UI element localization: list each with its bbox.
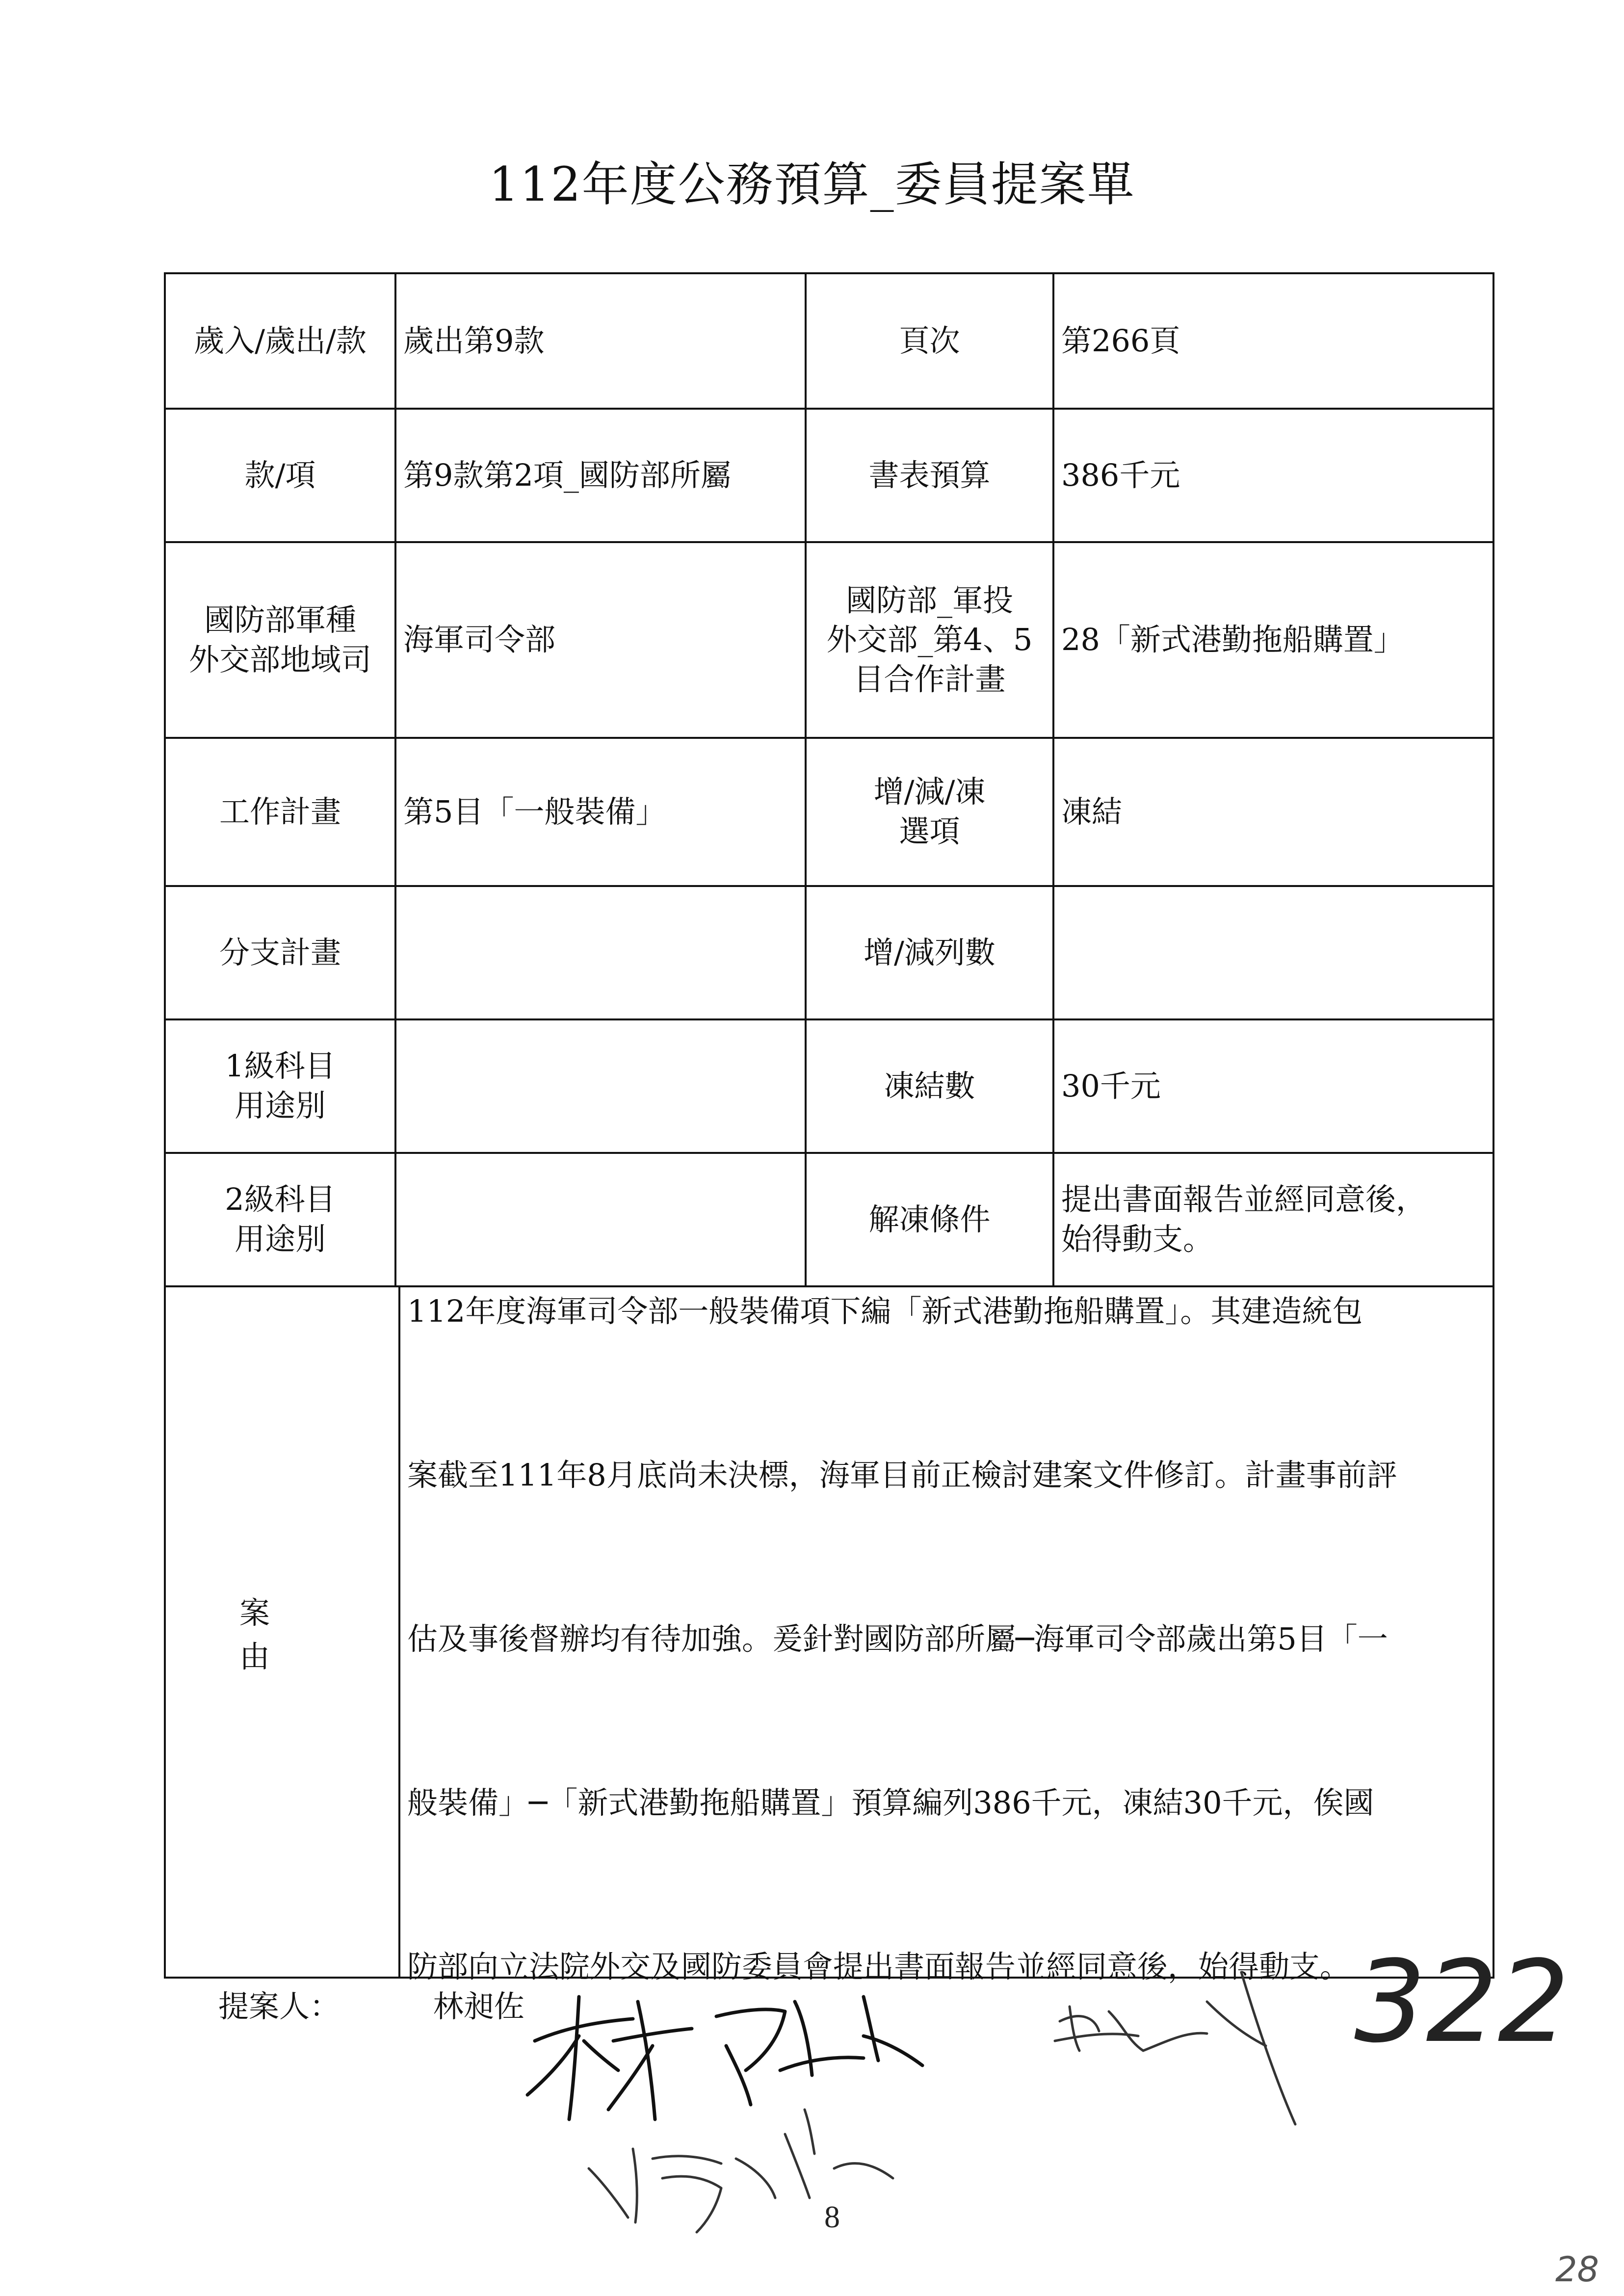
row-work-plan: [164, 737, 1494, 885]
label-freeze-amount: 凍結數: [807, 1020, 1054, 1152]
label-reason: 案由: [166, 1287, 400, 1977]
proposal-form: [164, 272, 1494, 1984]
row-reason: [164, 1285, 1494, 1984]
label-category: 歲入/歲出/款: [166, 274, 396, 408]
value-option: 凍結: [1061, 793, 1123, 830]
row-level1: [164, 1018, 1494, 1152]
reason-line: 般裝備」─「新式港勤拖船購置」預算編列386千元，凍結30千元，俟國: [407, 1785, 1374, 1821]
row-unit: [164, 541, 1494, 737]
value-category: 歲出第9款: [396, 274, 807, 408]
value-branch-plan: [396, 887, 807, 1018]
label-option: 增/減/凍 選項: [807, 739, 1054, 885]
label-section: 款/項: [166, 410, 396, 541]
value-project: 28「新式港勤拖船購置」: [1061, 622, 1404, 658]
proposer-name: 林昶佐: [433, 1988, 524, 2024]
reason-line: 防部向立法院外交及國防委員會提出書面報告並經同意後，始得動支。: [407, 1949, 1351, 1984]
value-unfreeze-condition: 提出書面報告並經同意後， 始得動支。: [1061, 1181, 1427, 1257]
value-change-amount: [1054, 887, 1493, 1018]
label-work-plan: 工作計畫: [166, 739, 396, 885]
label-branch-plan: 分支計畫: [166, 887, 396, 1018]
value-work-plan: 第5目「一般裝備」: [396, 739, 807, 885]
label-project: 國防部_軍投 外交部_第4、5 目合作計畫: [807, 543, 1054, 737]
label-page: 頁次: [807, 274, 1054, 408]
value-unit: 海軍司令部: [396, 543, 807, 737]
small-digit: 8: [824, 2199, 840, 2234]
reason-text: [400, 1225, 1493, 1984]
label-unfreeze-condition: 解凍條件: [807, 1154, 1054, 1285]
label-unit: 國防部軍種 外交部地域司: [166, 543, 396, 737]
reason-line: 估及事後督辦均有待加強。爰針對國防部所屬─海軍司令部歲出第5目「一: [407, 1621, 1388, 1657]
signature-third: [589, 2110, 893, 2232]
value-level1: [396, 1020, 807, 1152]
proposer-line: [218, 1982, 524, 2026]
handwritten-number: 322: [1354, 1937, 1570, 2068]
reason-line: 112年度海軍司令部一般裝備項下編「新式港勤拖船購置」。其建造統包: [407, 1293, 1363, 1329]
value-section: 第9款第2項_國防部所屬: [396, 410, 807, 541]
value-budget: 386千元: [1061, 457, 1180, 493]
proposer-label: 提案人：: [218, 1988, 341, 2024]
label-level2: 2級科目 用途別: [166, 1154, 396, 1285]
form-title: 112年度公務預算_委員提案單: [489, 157, 1135, 212]
reason-line: 案截至111年8月底尚未決標，海軍目前正檢討建案文件修訂。計畫事前評: [407, 1457, 1397, 1493]
row-budget-category: [164, 272, 1494, 408]
corner-page-number: 28: [1555, 2249, 1599, 2290]
label-budget: 書表預算: [807, 410, 1054, 541]
value-freeze-amount: 30千元: [1061, 1068, 1161, 1104]
label-change-amount: 增/減列數: [807, 887, 1054, 1018]
value-page: 第266頁: [1061, 322, 1180, 359]
row-branch-plan: [164, 885, 1494, 1018]
label-level1: 1級科目 用途別: [166, 1020, 396, 1152]
row-section: [164, 408, 1494, 541]
